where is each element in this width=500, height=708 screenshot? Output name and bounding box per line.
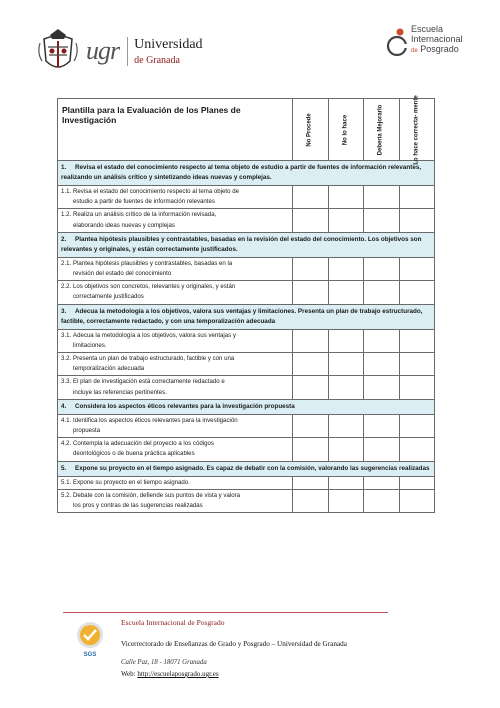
rating-cell-deberia-mejorarlo[interactable] xyxy=(364,414,400,437)
rating-cell-lo-hace-correctamente[interactable] xyxy=(399,376,435,399)
criterion-row xyxy=(58,476,435,489)
criterion-row xyxy=(58,438,435,461)
rating-cell-no-lo-hace[interactable] xyxy=(328,209,364,232)
section-row xyxy=(58,304,435,329)
rating-cell-lo-hace-correctamente[interactable] xyxy=(399,186,435,209)
ugr-wordmark: ugr xyxy=(86,36,120,65)
rating-cell-no-procede[interactable] xyxy=(293,489,329,512)
rating-cell-no-lo-hace[interactable] xyxy=(328,329,364,352)
section-number: 2. xyxy=(61,235,67,243)
rating-cell-lo-hace-correctamente[interactable] xyxy=(399,209,435,232)
rating-cell-no-procede[interactable] xyxy=(293,438,329,461)
footer-web xyxy=(121,670,219,678)
rating-cell-lo-hace-correctamente[interactable] xyxy=(399,329,435,352)
criterion-text-cell xyxy=(58,414,293,437)
criterion-line-1: El plan de investigación está correctamente redactado e xyxy=(73,378,225,386)
criterion-number: 1.1. xyxy=(61,188,72,195)
eip-logo xyxy=(386,24,463,60)
rating-cell-deberia-mejorarlo[interactable] xyxy=(364,438,400,461)
criterion-text-cell xyxy=(58,376,293,399)
rating-cell-no-lo-hace[interactable] xyxy=(328,353,364,376)
rating-cell-no-procede[interactable] xyxy=(293,257,329,280)
footer-vicerrectorado: Vicerrectorado de Enseñanzas de Grado y Posgrado – Universidad de Granada xyxy=(121,640,347,648)
section-text-cell xyxy=(58,161,435,186)
rating-cell-deberia-mejorarlo[interactable] xyxy=(364,376,400,399)
section-number: 4. xyxy=(61,402,67,410)
criterion-line-2: revisión del estado del conocimiento xyxy=(73,270,172,278)
rating-cell-deberia-mejorarlo[interactable] xyxy=(364,186,400,209)
svg-text:SGS: SGS xyxy=(83,652,97,658)
eip-line-3: Posgrado xyxy=(420,44,459,54)
section-row xyxy=(58,232,435,257)
rating-cell-lo-hace-correctamente[interactable] xyxy=(399,281,435,304)
criterion-text-cell xyxy=(58,186,293,209)
section-number: 1. xyxy=(61,164,67,171)
section-text: Considera los aspectos éticos relevantes para la investigación propuesta xyxy=(75,402,295,410)
section-text-cell xyxy=(58,304,435,329)
criterion-row xyxy=(58,186,435,209)
criterion-line-2: correctamente justificados xyxy=(73,293,144,301)
section-text: Revisa el estado del conocimiento respecto al tema objeto de estudio a partir de fuentes de información relevantes, realizando un análisis crítico y sintetizando ideas nuevas y complejas. xyxy=(61,164,422,181)
section-number: 5. xyxy=(61,464,67,472)
section-text-cell xyxy=(58,399,435,414)
column-header-lo-hace-correctamente: Lo hace correcta- mente xyxy=(399,99,435,161)
section-text-cell xyxy=(58,461,435,476)
criterion-line-1: Identifica los aspectos éticos relevantes para la investigación xyxy=(73,416,238,424)
footer-divider xyxy=(63,612,388,613)
eip-line-2: Internacional xyxy=(411,34,463,44)
footer-org: Escuela Internacional de Posgrado xyxy=(121,618,225,627)
table-header-row xyxy=(58,99,435,161)
criterion-number: 3.1. xyxy=(61,331,72,339)
rating-cell-deberia-mejorarlo[interactable] xyxy=(364,329,400,352)
university-name-block xyxy=(127,37,202,66)
rating-cell-lo-hace-correctamente[interactable] xyxy=(399,438,435,461)
rating-cell-lo-hace-correctamente[interactable] xyxy=(399,489,435,512)
footer-web-link[interactable]: http://escuelaposgrado.ugr.es xyxy=(137,670,219,678)
criterion-text-cell xyxy=(58,489,293,512)
section-row xyxy=(58,399,435,414)
criterion-row xyxy=(58,376,435,399)
criterion-line-2: elaborando ideas nuevas y complejas xyxy=(73,221,175,229)
rating-cell-no-procede[interactable] xyxy=(293,209,329,232)
criterion-number: 3.3. xyxy=(61,378,72,386)
criterion-line-1: Debate con la comisión, defiende sus puntos de vista y valora xyxy=(73,491,240,499)
section-row xyxy=(58,161,435,186)
rating-cell-no-lo-hace[interactable] xyxy=(328,414,364,437)
rating-cell-deberia-mejorarlo[interactable] xyxy=(364,209,400,232)
rating-cell-no-lo-hace[interactable] xyxy=(328,186,364,209)
table-title: Plantilla para la Evaluación de los Planes de Investigación xyxy=(58,99,293,161)
footer-web-prefix: Web: xyxy=(121,670,136,678)
column-header-no-lo-hace: No lo hace xyxy=(328,99,364,161)
eip-line-3-prefix: de xyxy=(411,48,418,54)
eip-line-1: Escuela xyxy=(411,24,444,34)
rating-cell-lo-hace-correctamente[interactable] xyxy=(399,353,435,376)
criterion-number: 2.2. xyxy=(61,283,72,291)
rating-cell-deberia-mejorarlo[interactable] xyxy=(364,489,400,512)
criterion-row xyxy=(58,281,435,304)
criterion-text-cell xyxy=(58,353,293,376)
eip-mark-icon xyxy=(386,26,408,60)
rating-cell-no-procede[interactable] xyxy=(293,329,329,352)
rating-cell-deberia-mejorarlo[interactable] xyxy=(364,281,400,304)
criterion-line-1: Expone su proyecto en el tiempo asignado. xyxy=(73,478,190,486)
criterion-line-1: Contempla la adecuación del proyecto a los códigos xyxy=(73,440,214,448)
criterion-text-cell xyxy=(58,209,293,232)
criterion-row xyxy=(58,257,435,280)
criterion-row xyxy=(58,414,435,437)
criterion-number: 1.2. xyxy=(61,211,72,219)
column-header-no-procede: No Procede xyxy=(293,99,329,161)
column-header-deberia-mejorarlo: Debería Mejorarlo xyxy=(364,99,400,161)
criterion-number: 2.1. xyxy=(61,259,72,267)
criterion-line-2: los pros y contras de las sugerencias realizadas xyxy=(73,502,203,510)
rating-cell-no-lo-hace[interactable] xyxy=(328,489,364,512)
section-text: Plantea hipótesis plausibles y contrastables, basadas en la revisión del estado del conocimiento. Los objetivos son relevantes y originales, y están correctamente justificados. xyxy=(61,235,422,253)
rating-cell-no-procede[interactable] xyxy=(293,476,329,489)
ugr-logo xyxy=(36,26,203,76)
section-number: 3. xyxy=(61,307,67,315)
university-name: Universidad xyxy=(134,36,203,52)
criterion-line-2: propuesta xyxy=(73,427,101,435)
criterion-number: 5.1. xyxy=(61,478,72,486)
rating-cell-no-lo-hace[interactable] xyxy=(328,376,364,399)
criterion-row xyxy=(58,353,435,376)
criterion-text-cell xyxy=(58,476,293,489)
criterion-number: 4.2. xyxy=(61,440,72,448)
rating-cell-lo-hace-correctamente[interactable] xyxy=(399,476,435,489)
university-crest-icon xyxy=(36,27,80,75)
criterion-row xyxy=(58,209,435,232)
criterion-number: 3.2. xyxy=(61,355,72,363)
criterion-text-cell xyxy=(58,281,293,304)
criterion-row xyxy=(58,329,435,352)
rating-cell-deberia-mejorarlo[interactable] xyxy=(364,476,400,489)
quality-seal-icon xyxy=(70,619,110,659)
criterion-number: 4.1. xyxy=(61,416,72,424)
criterion-line-2: limitaciones. xyxy=(73,341,107,349)
rating-cell-no-lo-hace[interactable] xyxy=(328,281,364,304)
rating-cell-no-procede[interactable] xyxy=(293,376,329,399)
rating-cell-deberia-mejorarlo[interactable] xyxy=(364,353,400,376)
criterion-line-1: Adecua la metodología a los objetivos, valora sus ventajas y xyxy=(73,331,236,339)
criterion-text-cell xyxy=(58,438,293,461)
section-text-cell xyxy=(58,232,435,257)
criterion-number: 5.2. xyxy=(61,491,72,499)
rating-cell-no-procede[interactable] xyxy=(293,353,329,376)
criterion-line-1: Revisa el estado del conocimiento respecto al tema objeto de xyxy=(73,188,239,195)
rating-cell-no-lo-hace[interactable] xyxy=(328,257,364,280)
criterion-line-1: Presenta un plan de trabajo estructurado, factible y con una xyxy=(73,355,235,363)
rating-cell-no-procede[interactable] xyxy=(293,414,329,437)
rating-cell-lo-hace-correctamente[interactable] xyxy=(399,257,435,280)
rating-cell-deberia-mejorarlo[interactable] xyxy=(364,257,400,280)
criterion-text-cell xyxy=(58,329,293,352)
criterion-row xyxy=(58,489,435,512)
rating-cell-no-lo-hace[interactable] xyxy=(328,476,364,489)
criterion-line-2: incluye las referencias pertinentes. xyxy=(73,388,167,396)
rating-cell-no-procede[interactable] xyxy=(293,186,329,209)
criterion-text-cell xyxy=(58,257,293,280)
evaluation-table xyxy=(57,94,435,513)
rating-cell-no-lo-hace[interactable] xyxy=(328,438,364,461)
university-sub: de Granada xyxy=(134,54,180,66)
section-row xyxy=(58,461,435,476)
criterion-line-2: deontológicos o de buena práctica aplicables xyxy=(73,450,195,458)
eip-wordmark xyxy=(411,24,463,60)
criterion-line-1: Los objetivos son concretos, relevantes y originales, y están xyxy=(73,283,236,291)
section-text: Expone su proyecto en el tiempo asignado. Es capaz de debatir con la comisión, valorando las sugerencias realizadas xyxy=(75,464,430,472)
criterion-line-1: Realiza un análisis crítico de la información revisada, xyxy=(73,211,217,219)
section-text: Adecua la metodología a los objetivos, valora sus ventajas y limitaciones. Presenta un plan de trabajo estructurado, factible, correctamente redactado, y con una temporalización adecuada xyxy=(61,307,423,325)
criterion-line-1: Plantea hipótesis plausibles y contrastables, basadas en la xyxy=(73,259,233,267)
criterion-line-2: temporalización adecuada xyxy=(73,365,145,373)
criterion-line-2: estudio a partir de fuentes de información relevantes xyxy=(73,198,215,206)
rating-cell-no-procede[interactable] xyxy=(293,281,329,304)
footer-address: Calle Paz, 18 - 18071 Granada xyxy=(121,659,207,666)
rating-cell-lo-hace-correctamente[interactable] xyxy=(399,414,435,437)
